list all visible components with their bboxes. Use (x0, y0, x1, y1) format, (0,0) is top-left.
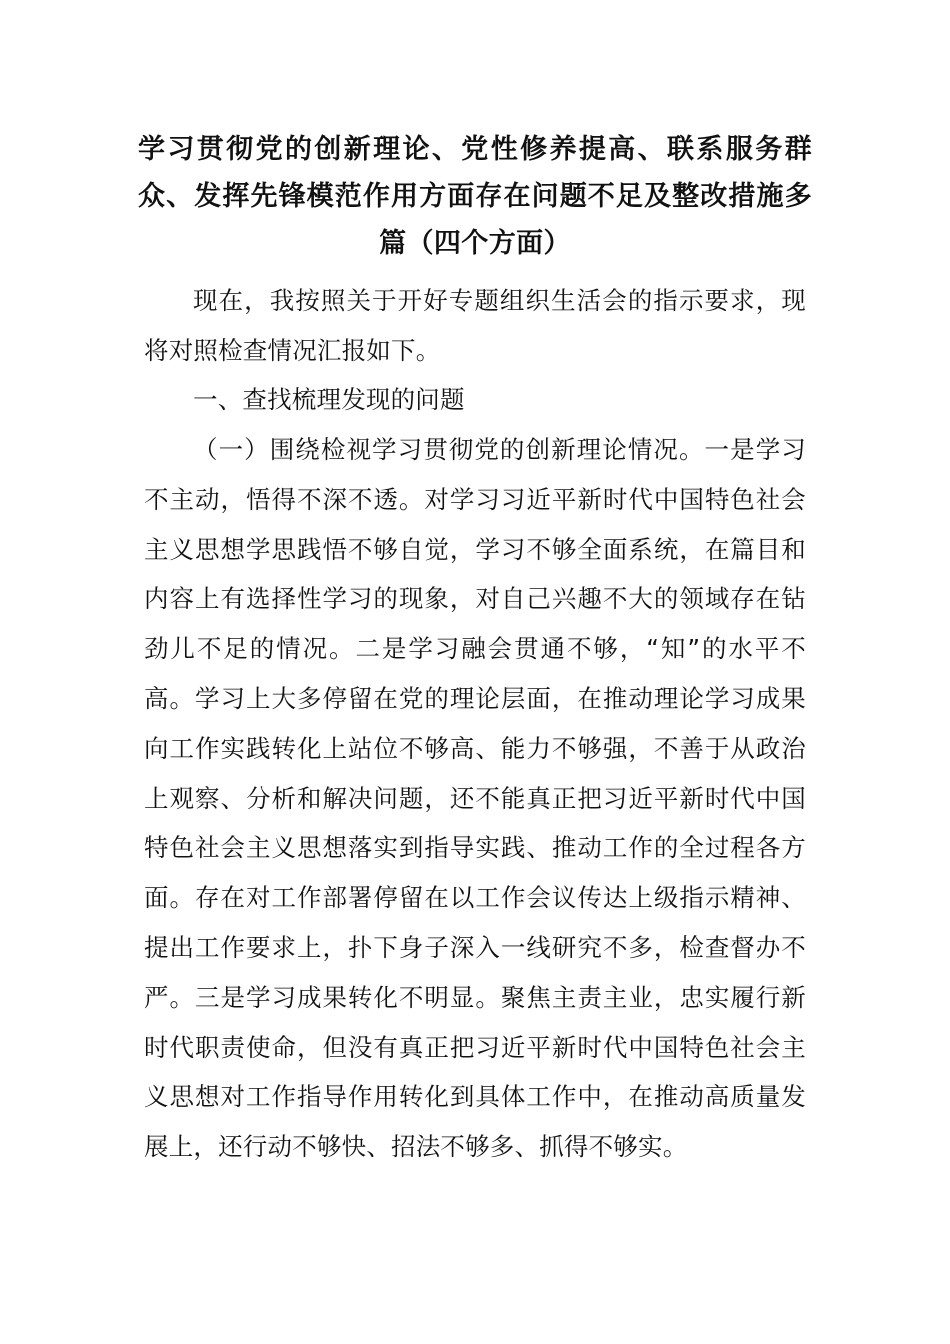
document-title: 学习贯彻党的创新理论、党性修养提高、联系服务群众、发挥先锋模范作用方面存在问题不足及整改措施多篇（四个方面） (138, 134, 812, 259)
section-heading: 一、查找梳理发现的问题 (193, 385, 465, 414)
body-paragraph: （一）围绕检视学习贯彻党的创新理论情况。一是学习不主动，悟得不深不透。对学习习近平新时代中国特色社会主义思想学思践悟不够自觉，学习不够全面系统，在篇目和内容上有选择性学习的现象，对自己兴趣不大的领域存在钻劲儿不足的情况。二是学习融会贯通不够，“知”的水平不高。学习上大多停留在党的理论层面，在推动理论学习成果向工作实践转化上站位不够高、能力不够强，不善于从政治上观察、分析和解决问题，还不能真正把习近平新时代中国特色社会主义思想落实到指导实践、推动工作的全过程各方面。存在对工作部署停留在以工作会议传达上级指示精神、提出工作要求上，扑下身子深入一线研究不多，检查督办不严。三是学习成果转化不明显。聚焦主责主业，忠实履行新时代职责使命，但没有真正把习近平新时代中国特色社会主义思想对工作指导作用转化到具体工作中，在推动高质量发展上，还行动不够快、招法不够多、抓得不够实。 (144, 435, 806, 1162)
intro-paragraph: 现在，我按照关于开好专题组织生活会的指示要求，现将对照检查情况汇报如下。 (144, 286, 806, 365)
